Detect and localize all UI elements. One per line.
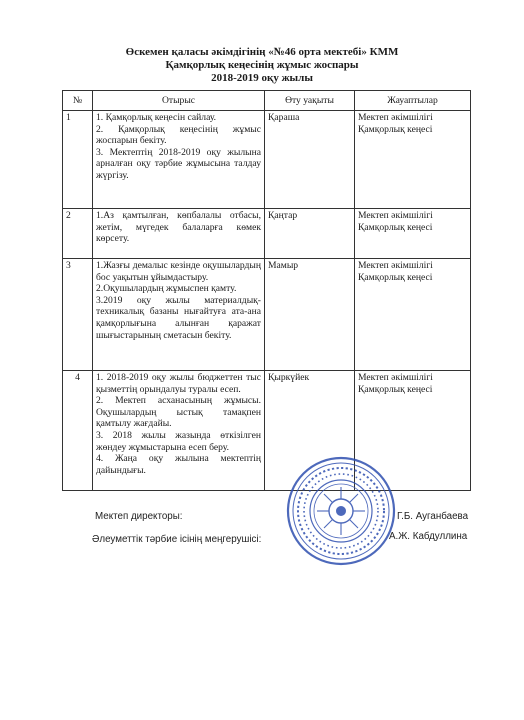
topic-item: 4. Жаңа оқу жылына мектептің дайындығы. [96, 453, 261, 476]
director-title: Мектеп директоры: [95, 511, 183, 522]
column-header-session: Отырыс [93, 91, 265, 111]
table-row [63, 111, 471, 209]
topic-item: 3. Мектептің 2018-2019 оқу жылына арналған оқу тәрбие жұмысына талдау жүргізу. [96, 146, 261, 181]
session-responsible: Мектеп әкімшілігі Қамқорлық кеңесі [355, 259, 471, 371]
session-topics [93, 209, 265, 259]
session-time: Қаңтар [265, 209, 355, 259]
topic-item: 1. Қамқорлық кеңесін сайлау. [96, 112, 217, 123]
director-name: Г.Б. Ауганбаева [397, 511, 469, 522]
topic-item: 2. Қамқорлық кеңесінің жұмыс жоспарын бекіту. [96, 123, 261, 147]
topic-item: 1.Аз қамтылған, көпбалалы отбасы, жетім, мүгедек балаларға көмек көрсету. [96, 210, 261, 245]
session-responsible: Мектеп әкімшілігі Қамқорлық кеңесі [355, 371, 471, 491]
row-number: 1 [63, 111, 93, 209]
session-topics [93, 371, 265, 491]
plan-title: Қамқорлық кеңесінің жұмыс жоспары [165, 59, 359, 71]
session-time: Қыркүйек [265, 371, 355, 491]
topic-item: 2. Мектеп асханасының жұмысы. Оқушылардың ыстық тамақпен қамтылу жағдайы. [96, 395, 261, 430]
session-responsible: Мектеп әкімшілігі Қамқорлық кеңесі [355, 111, 471, 209]
topic-item: 3. 2018 жылы жазында өткізілген жөндеу жұмыстарына есеп беру. [96, 429, 261, 453]
row-number: 2 [63, 209, 93, 259]
table-header-row [63, 91, 471, 111]
table-row [63, 371, 471, 491]
round-seal-icon [285, 455, 397, 567]
table-row [63, 259, 471, 371]
session-time: Мамыр [265, 259, 355, 371]
session-topics [93, 111, 265, 209]
session-time: Қараша [265, 111, 355, 209]
column-header-time: Өту уақыты [265, 91, 355, 111]
session-responsible: Мектеп әкімшілігі Қамқорлық кеңесі [355, 209, 471, 259]
column-header-number: № [63, 91, 93, 111]
work-plan-table [62, 90, 471, 491]
social-pedagogy-head-title: Әлеуметтік тәрбие ісінің меңгерушісі: [92, 534, 262, 545]
topic-item: 2.Оқушылардың жұмыспен қамту. [96, 283, 237, 295]
row-number: 3 [63, 259, 93, 371]
table-row [63, 209, 471, 259]
academic-year: 2018-2019 оқу жылы [211, 72, 313, 84]
document-header [0, 46, 524, 85]
row-number: 4 [63, 371, 93, 491]
topic-item: 1.Жазғы демалыс кезінде оқушылардың бос уақытын ұйымдастыру. [96, 260, 261, 283]
topic-item: 1. 2018-2019 оқу жылы бюджеттен тыс қызметтің орындалуы туралы есеп. [96, 372, 261, 395]
social-pedagogy-head-name: А.Ж. Кабдуллина [389, 531, 468, 542]
organization-title: Өскемен қаласы әкімдігінің «№46 орта мектебі» КММ [125, 46, 399, 58]
session-topics [93, 259, 265, 371]
topic-item: 3.2019 оқу жылы материалдық-техникалық базаны нығайтуға ата-ана қамқорлығына алынған қаражат шығыстарының сметасын бекіту. [96, 294, 261, 341]
column-header-responsible: Жауаптылар [355, 91, 471, 111]
